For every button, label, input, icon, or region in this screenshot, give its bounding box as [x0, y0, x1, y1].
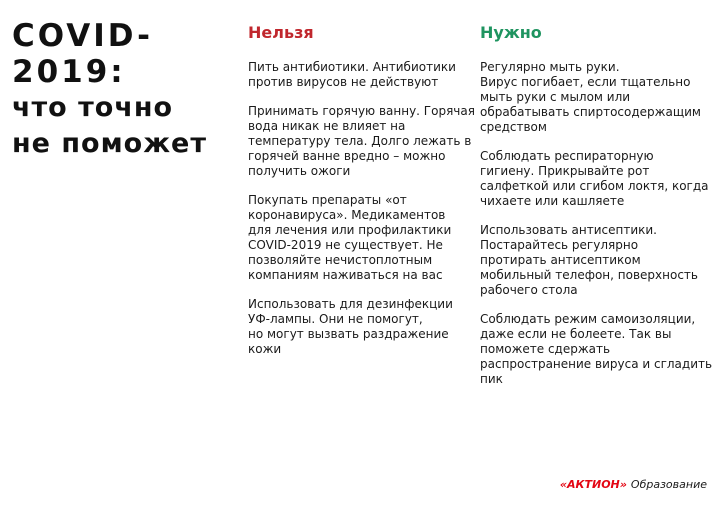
do-item	[480, 312, 713, 387]
logo-mark: «АКТИОН»	[559, 478, 627, 491]
do-heading: Нужно	[480, 23, 542, 42]
title-line: не поможет	[12, 128, 208, 159]
item-line: Вирус погибает, если тщательно	[480, 75, 691, 89]
item-line: Соблюдать режим самоизоляции,	[480, 312, 696, 326]
dont-item	[248, 297, 470, 357]
item-line: УФ-лампы. Они не помогут,	[248, 312, 423, 326]
dont-item	[248, 193, 470, 283]
item-line: пик	[480, 372, 503, 386]
page-title	[12, 18, 232, 162]
item-line: но могут вызвать раздражение	[248, 327, 449, 341]
item-line: Использовать для дезинфекции	[248, 297, 453, 311]
item-line: рабочего стола	[480, 283, 578, 297]
item-line: компаниям наживаться на вас	[248, 268, 443, 282]
item-line: COVID-2019 не существует. Не	[248, 238, 443, 252]
title-line: что точно	[12, 92, 174, 123]
logo-text: Образование	[630, 478, 707, 491]
item-line: позволяйте нечистоплотным	[248, 253, 433, 267]
item-line: салфеткой или сгибом локтя, когда	[480, 179, 709, 193]
item-line: для лечения или профилактики	[248, 223, 452, 237]
do-item	[480, 149, 709, 209]
item-line: протирать антисептиком	[480, 253, 641, 267]
item-line: поможете сдержать	[480, 342, 611, 356]
item-line: Пить антибиотики. Антибиотики	[248, 60, 456, 74]
item-line: мобильный телефон, поверхность	[480, 268, 698, 282]
item-line: распространение вируса и сгладить	[480, 357, 713, 371]
title-line: 2019:	[12, 54, 126, 90]
item-line: средством	[480, 120, 547, 134]
item-line: Покупать препараты «от	[248, 193, 407, 207]
item-line: кожи	[248, 342, 282, 356]
title-line: COVID-	[12, 18, 153, 54]
item-line: чихаете или кашляете	[480, 194, 625, 208]
dont-heading: Нельзя	[248, 23, 314, 42]
item-line: против вирусов не действуют	[248, 75, 439, 89]
item-line: Постарайтесь регулярно	[480, 238, 639, 252]
do-item	[480, 60, 705, 135]
do-item	[480, 223, 705, 298]
item-line: горячей ванне вредно – можно	[248, 149, 446, 163]
item-line: гигиену. Прикрывайте рот	[480, 164, 650, 178]
item-line: даже если не болеете. Так вы	[480, 327, 672, 341]
item-line: вода никак не влияет на	[248, 119, 406, 133]
dont-item	[248, 104, 475, 179]
item-line: Использовать антисептики.	[480, 223, 657, 237]
item-line: мыть руки с мылом или	[480, 90, 631, 104]
item-line: коронавируса». Медикаментов	[248, 208, 446, 222]
item-line: температуру тела. Долго лежать в	[248, 134, 472, 148]
item-line: обрабатывать спиртосодержащим	[480, 105, 701, 119]
aktion-logo	[560, 478, 707, 492]
dont-item	[248, 60, 470, 90]
item-line: получить ожоги	[248, 164, 351, 178]
do-column	[480, 22, 713, 401]
item-line: Принимать горячую ванну. Горячая	[248, 104, 475, 118]
item-line: Соблюдать респираторную	[480, 149, 654, 163]
item-line: Регулярно мыть руки.	[480, 60, 620, 74]
dont-column	[248, 22, 475, 371]
